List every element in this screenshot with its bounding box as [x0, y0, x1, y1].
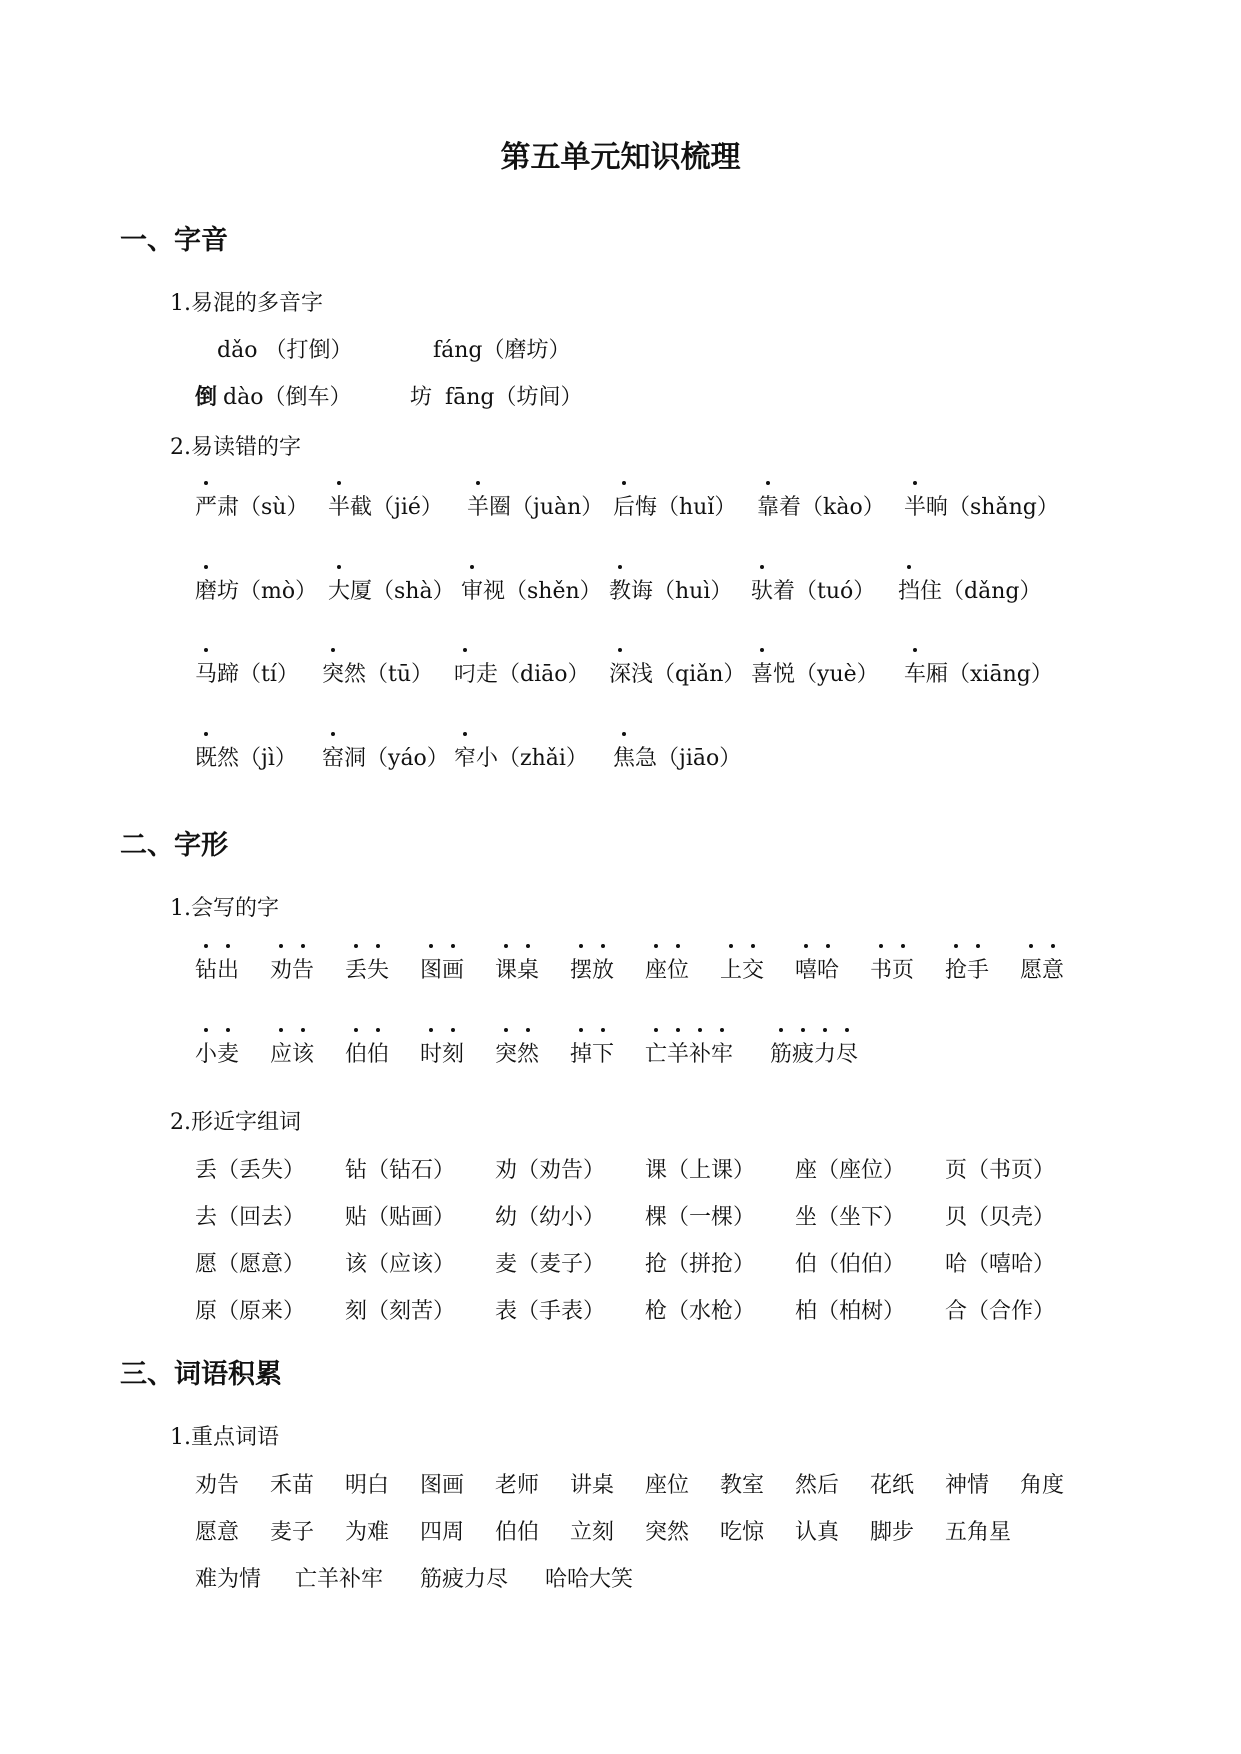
- writable-word: 摆放: [570, 953, 614, 984]
- misread-item: 挡住（dǎng）: [898, 574, 1041, 605]
- similar-char-pair: 该（应该）: [345, 1252, 456, 1277]
- key-word: 愿意: [195, 1520, 240, 1545]
- writable-word: 丢失: [345, 953, 389, 984]
- misread-item: 大厦（shà）: [328, 574, 455, 605]
- similar-char-pair: 劝（劝告）: [495, 1158, 606, 1183]
- subheading-polyphonic: 1.易混的多音字: [170, 291, 323, 316]
- writable-word: 书页: [870, 953, 914, 984]
- writable-word: 劝告: [270, 953, 314, 984]
- similar-char-pair: 钻（钻石）: [345, 1158, 456, 1183]
- similar-char-pair: 抢（拼抢）: [645, 1252, 756, 1277]
- key-word: 亡羊补牢: [295, 1567, 384, 1592]
- polyphonic-reading: dǎo （打倒）: [217, 338, 353, 363]
- key-word: 老师: [495, 1473, 540, 1498]
- writable-word: 愿意: [1020, 953, 1064, 984]
- key-word: 立刻: [570, 1520, 615, 1545]
- polyphonic-reading: dào（倒车）: [223, 385, 352, 410]
- key-word: 难为情: [195, 1567, 262, 1592]
- similar-char-pair: 伯（伯伯）: [795, 1252, 906, 1277]
- misread-item: 喜悦（yuè）: [751, 657, 879, 688]
- writable-word: 小麦: [195, 1037, 239, 1068]
- key-word: 劝告: [195, 1473, 240, 1498]
- similar-char-pair: 幼（幼小）: [495, 1205, 606, 1230]
- section-heading-ciyu: 三、词语积累: [120, 1359, 282, 1390]
- writable-word: 亡羊补牢: [645, 1037, 733, 1068]
- misread-item: 驮着（tuó）: [751, 574, 875, 605]
- key-word: 讲桌: [570, 1473, 615, 1498]
- misread-item: 半截（jié）: [328, 490, 443, 521]
- misread-item: 靠着（kào）: [757, 490, 885, 521]
- misread-item: 审视（shěn）: [461, 574, 602, 605]
- misread-item: 深浅（qiǎn）: [609, 657, 745, 688]
- key-word: 脚步: [870, 1520, 915, 1545]
- misread-item: 半晌（shǎng）: [904, 490, 1059, 521]
- similar-char-pair: 哈（嘻哈）: [945, 1252, 1056, 1277]
- writable-word: 图画: [420, 953, 464, 984]
- misread-item: 突然（tū）: [322, 657, 433, 688]
- misread-item: 磨坊（mò）: [195, 574, 317, 605]
- misread-item: 窑洞（yáo）: [322, 741, 449, 772]
- writable-word: 嘻哈: [795, 953, 839, 984]
- similar-char-pair: 课（上课）: [645, 1158, 756, 1183]
- key-word: 伯伯: [495, 1520, 540, 1545]
- misread-item: 教诲（huì）: [609, 574, 732, 605]
- similar-char-pair: 柏（柏树）: [795, 1299, 906, 1324]
- key-word: 哈哈大笑: [545, 1567, 634, 1592]
- similar-char-pair: 枪（水枪）: [645, 1299, 756, 1324]
- key-word: 四周: [420, 1520, 465, 1545]
- misread-item: 窄小（zhǎi）: [454, 741, 588, 772]
- polyphonic-char: 倒: [195, 385, 218, 410]
- key-word: 角度: [1020, 1473, 1065, 1498]
- writable-word: 突然: [495, 1037, 539, 1068]
- misread-item: 马蹄（tí）: [195, 657, 299, 688]
- subheading-writable: 1.会写的字: [170, 896, 279, 921]
- key-word: 座位: [645, 1473, 690, 1498]
- writable-word: 课桌: [495, 953, 539, 984]
- misread-item: 羊圈（juàn）: [467, 490, 603, 521]
- misread-item: 叼走（diāo）: [454, 657, 590, 688]
- similar-char-pair: 坐（坐下）: [795, 1205, 906, 1230]
- writable-word: 钻出: [195, 953, 239, 984]
- writable-word: 应该: [270, 1037, 314, 1068]
- similar-char-pair: 刻（刻苦）: [345, 1299, 456, 1324]
- key-word: 然后: [795, 1473, 840, 1498]
- subheading-similar: 2.形近字组词: [170, 1110, 301, 1135]
- similar-char-pair: 愿（愿意）: [195, 1252, 306, 1277]
- writable-word: 筋疲力尽: [770, 1037, 858, 1068]
- similar-char-pair: 合（合作）: [945, 1299, 1056, 1324]
- key-word: 图画: [420, 1473, 465, 1498]
- writable-word: 掉下: [570, 1037, 614, 1068]
- similar-char-pair: 去（回去）: [195, 1205, 306, 1230]
- writable-word: 抢手: [945, 953, 989, 984]
- similar-char-pair: 贝（贝壳）: [945, 1205, 1056, 1230]
- key-word: 为难: [345, 1520, 390, 1545]
- misread-item: 焦急（jiāo）: [613, 741, 741, 772]
- similar-char-pair: 座（座位）: [795, 1158, 906, 1183]
- section-heading-ziyin: 一、字音: [120, 225, 228, 256]
- key-word: 认真: [795, 1520, 840, 1545]
- similar-char-pair: 麦（麦子）: [495, 1252, 606, 1277]
- polyphonic-reading: fāng（坊间）: [445, 385, 583, 410]
- writable-word: 上交: [720, 953, 764, 984]
- similar-char-pair: 棵（一棵）: [645, 1205, 756, 1230]
- key-word: 突然: [645, 1520, 690, 1545]
- writable-word: 座位: [645, 953, 689, 984]
- key-word: 禾苗: [270, 1473, 315, 1498]
- writable-word: 伯伯: [345, 1037, 389, 1068]
- section-heading-zixing: 二、字形: [120, 830, 228, 861]
- key-word: 明白: [345, 1473, 390, 1498]
- key-word: 神情: [945, 1473, 990, 1498]
- writable-word: 时刻: [420, 1037, 464, 1068]
- similar-char-pair: 页（书页）: [945, 1158, 1056, 1183]
- key-word: 吃惊: [720, 1520, 765, 1545]
- similar-char-pair: 表（手表）: [495, 1299, 606, 1324]
- misread-item: 既然（jì）: [195, 741, 297, 772]
- key-word: 花纸: [870, 1473, 915, 1498]
- key-word: 五角星: [945, 1520, 1012, 1545]
- similar-char-pair: 丢（丢失）: [195, 1158, 306, 1183]
- key-word: 教室: [720, 1473, 765, 1498]
- key-word: 筋疲力尽: [420, 1567, 509, 1592]
- misread-item: 严肃（sù）: [195, 490, 308, 521]
- subheading-misread: 2.易读错的字: [170, 435, 301, 460]
- polyphonic-reading: fáng（磨坊）: [433, 338, 571, 363]
- misread-item: 车厢（xiāng）: [904, 657, 1053, 688]
- similar-char-pair: 贴（贴画）: [345, 1205, 456, 1230]
- similar-char-pair: 原（原来）: [195, 1299, 306, 1324]
- page-title: 第五单元知识梳理: [500, 140, 741, 175]
- polyphonic-char: 坊: [410, 385, 433, 410]
- misread-item: 后悔（huǐ）: [613, 490, 736, 521]
- key-word: 麦子: [270, 1520, 315, 1545]
- subheading-key-words: 1.重点词语: [170, 1425, 279, 1450]
